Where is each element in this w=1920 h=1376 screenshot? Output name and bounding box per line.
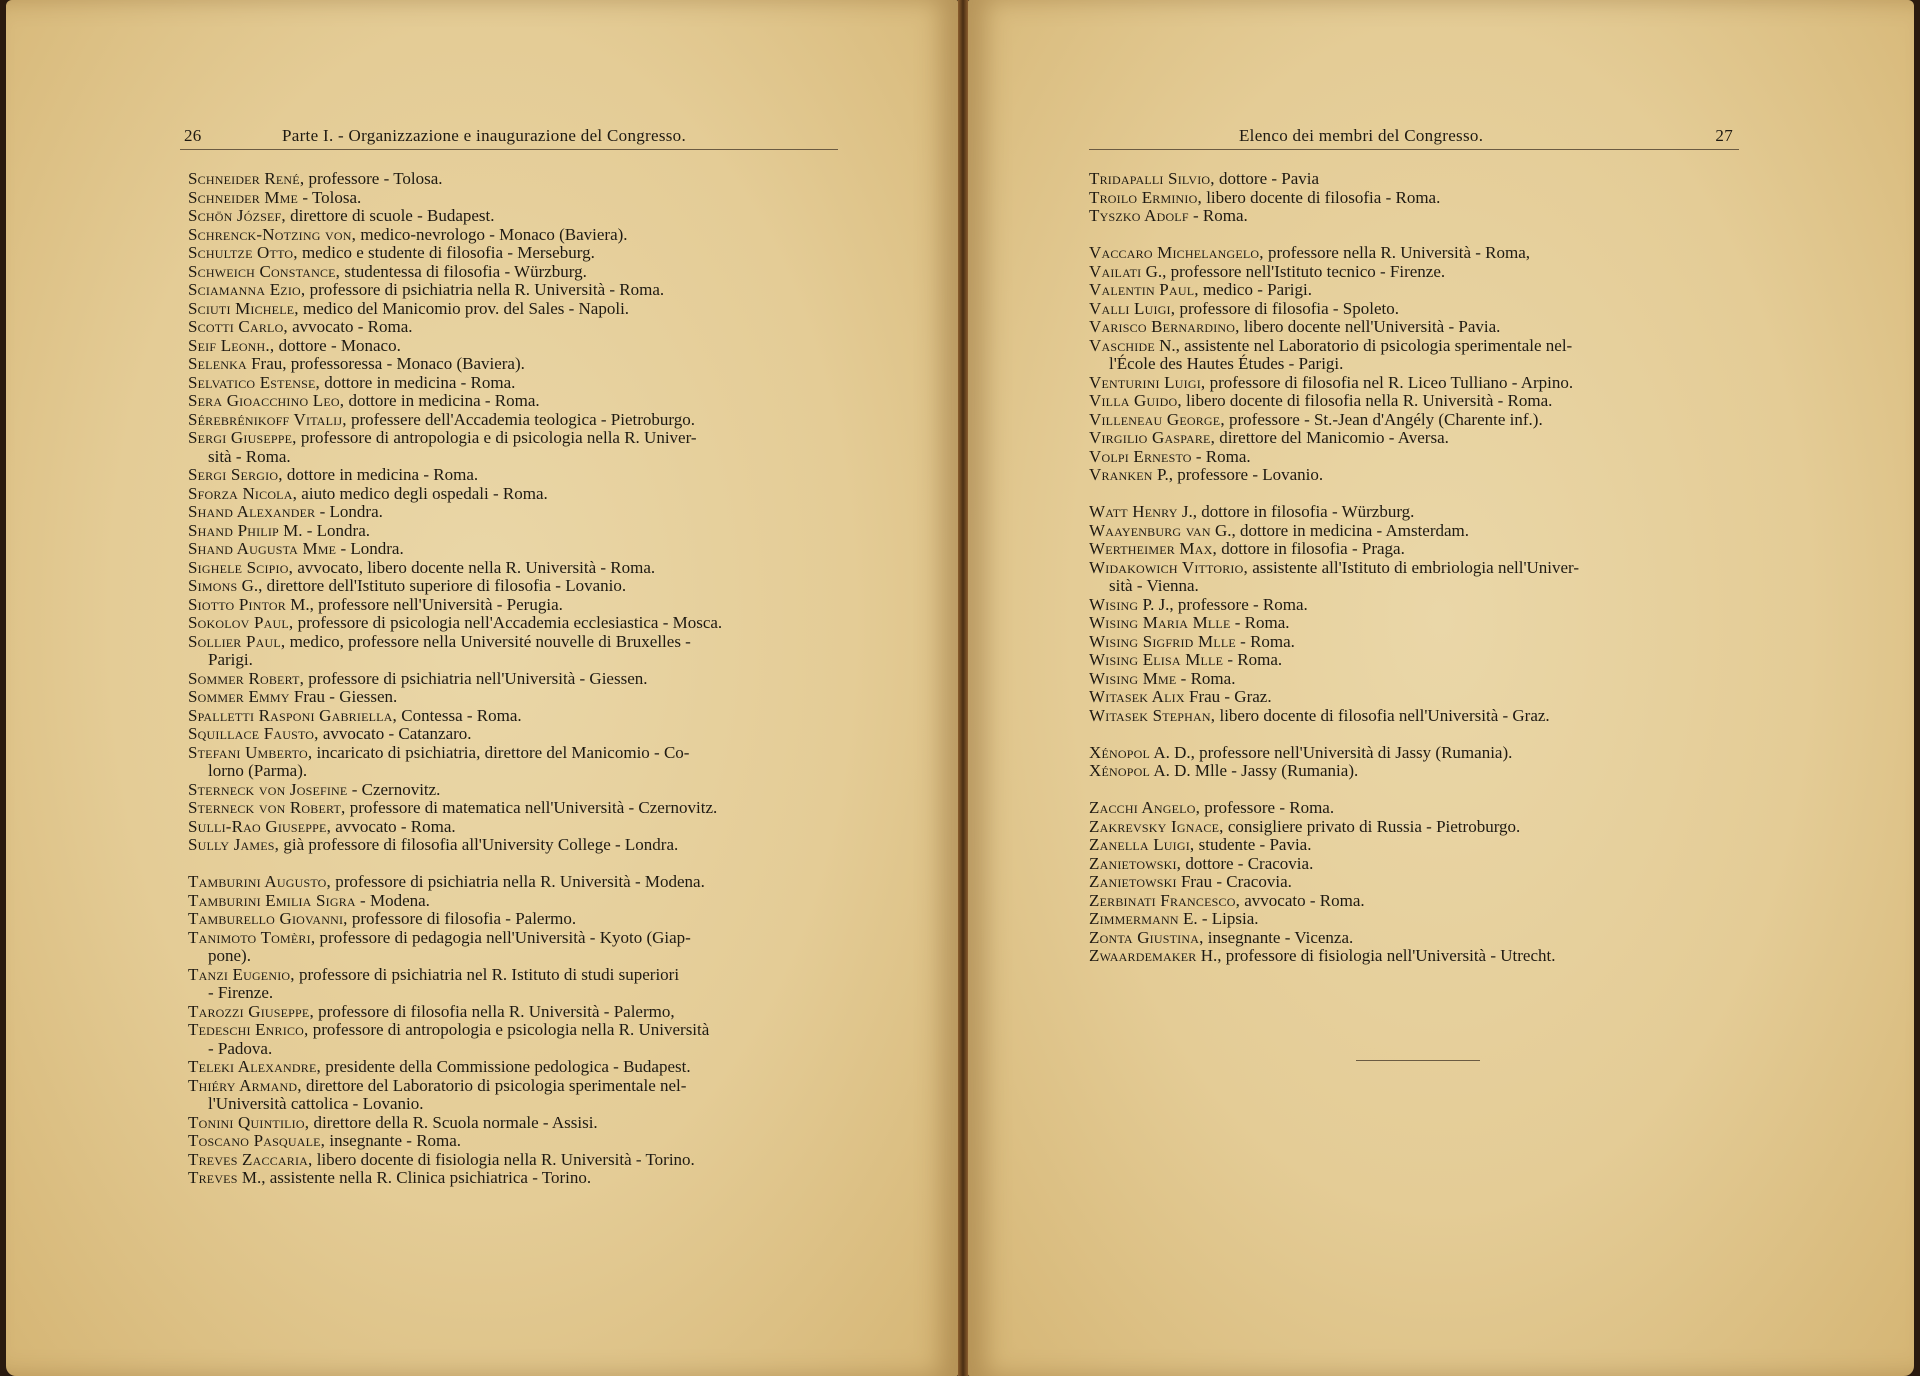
member-description: professore di psichiatria nella R. Università - Roma. xyxy=(305,280,665,299)
member-name: Sollier Paul, xyxy=(188,631,286,651)
member-description: M., professore nell'Università - Perugia. xyxy=(285,594,563,614)
member-entry xyxy=(188,1169,836,1188)
member-entry xyxy=(1089,818,1739,837)
member-entry xyxy=(1089,596,1739,615)
member-entry xyxy=(188,614,836,633)
member-name: Zakrevsky Ignace, xyxy=(1089,816,1224,836)
member-entry xyxy=(188,670,836,689)
member-entry xyxy=(188,337,836,356)
member-name: Treves Zaccaria, xyxy=(188,1149,313,1169)
member-entry xyxy=(188,170,836,189)
member-name: Sokolov Paul, xyxy=(188,613,294,632)
member-entry xyxy=(188,1151,836,1170)
member-description: professore nella R. Università - Roma, xyxy=(1263,243,1531,262)
member-description: libero docente di filosofia - Roma. xyxy=(1201,187,1441,207)
member-description: medico - Parigi. xyxy=(1198,280,1312,299)
member-description: aiuto medico degli ospedali - Roma. xyxy=(297,483,548,503)
member-entry xyxy=(1089,448,1739,467)
member-entry xyxy=(188,892,836,911)
member-description: Frau - Giessen. xyxy=(289,687,398,706)
member-description: H., professore di fisiologia nell'Università - Utrecht. xyxy=(1196,946,1556,965)
member-entry xyxy=(188,263,836,282)
member-description: sità - Vienna. xyxy=(1109,576,1199,595)
member-description: professore di antropologia e psicologia nella R. Università xyxy=(308,1020,710,1039)
member-description: professore - St.-Jean d'Angély (Charente inf.). xyxy=(1224,409,1543,429)
member-name: Valentin Paul, xyxy=(1089,280,1199,299)
member-entry xyxy=(188,1095,836,1114)
member-entry xyxy=(188,984,836,1003)
member-entry xyxy=(188,577,836,596)
member-name: Seif Leonh., xyxy=(188,335,275,355)
member-name: Tonini Quintilio, xyxy=(188,1112,310,1132)
member-description: dottore in medicina - Roma. xyxy=(344,391,540,410)
member-description: incaricato di psichiatria, direttore del Manicomio - Co- xyxy=(312,742,690,762)
member-description: medico, professore nella Université nouvelle di Bruxelles - xyxy=(285,631,691,651)
member-name: Sciamanna Ezio, xyxy=(188,280,306,299)
member-entry xyxy=(188,762,836,781)
member-name: Tanimoto Tomèri, xyxy=(188,927,316,947)
member-description: direttore della R. Scuola normale - Assisi. xyxy=(309,1112,598,1132)
member-name: Wising Mme xyxy=(1089,668,1177,688)
member-description: Parigi. xyxy=(208,650,253,669)
member-description: dottore - Pavia xyxy=(1214,169,1320,188)
member-name: Venturini Luigi, xyxy=(1089,372,1206,392)
member-entry xyxy=(1089,651,1739,670)
member-description: lorno (Parma). xyxy=(208,761,308,780)
member-name: Selenka xyxy=(188,354,247,373)
member-entry xyxy=(1089,855,1739,874)
member-name: Sciuti Michele, xyxy=(188,298,299,318)
member-description: G., professore nell'Istituto tecnico - Firenze. xyxy=(1141,261,1446,281)
member-entry xyxy=(188,836,836,855)
member-name: Zanella Luigi, xyxy=(1089,835,1195,854)
member-description: professore di psicologia nell'Accademia ecclesiastica - Mosca. xyxy=(293,613,723,632)
member-name: Widakowich Vittorio, xyxy=(1089,557,1248,577)
member-description: - Firenze. xyxy=(208,983,274,1002)
left-running-header xyxy=(180,126,838,150)
member-name: Virgilio Gaspare, xyxy=(1089,428,1216,447)
member-name: Shand Alexander xyxy=(188,502,316,521)
member-name: Wising Maria Mlle xyxy=(1089,613,1231,632)
member-description: J., dottore in filosofia - Würzburg. xyxy=(1177,502,1415,521)
member-name: Zimmermann xyxy=(1089,909,1179,928)
member-entry xyxy=(1089,207,1739,226)
member-name: Scotti Carlo, xyxy=(188,317,288,336)
member-name: Vranken xyxy=(1089,465,1153,484)
member-name: Volpi Ernesto xyxy=(1089,446,1192,466)
right-page xyxy=(968,0,1914,1376)
member-description: insegnante - Roma. xyxy=(325,1131,462,1150)
member-description: libero docente di filosofia nella R. Università - Roma. xyxy=(1181,391,1553,410)
member-description: professore di antropologia e di psicologia nella R. Univer- xyxy=(296,428,697,447)
left-header-title: Parte I. - Organizzazione e inaugurazione del Congresso. xyxy=(282,126,687,145)
member-description: direttore del Manicomio - Aversa. xyxy=(1215,428,1449,447)
member-entry xyxy=(1089,929,1739,948)
member-description: - Roma. xyxy=(1235,631,1295,651)
member-name: Shand Philip xyxy=(188,520,279,540)
member-name: Villeneau George, xyxy=(1089,409,1225,429)
member-name: Tanzi Eugenio, xyxy=(188,964,295,984)
member-entry xyxy=(188,429,836,448)
member-entry xyxy=(188,411,836,430)
member-entry xyxy=(1089,799,1739,818)
member-description: M., assistente nella R. Clinica psichiatrica - Torino. xyxy=(237,1168,592,1187)
member-name: Tyszko Adolf xyxy=(1089,206,1189,225)
member-entry xyxy=(188,1114,836,1133)
member-name: Schweich Constance, xyxy=(188,261,341,281)
member-entry xyxy=(188,966,836,985)
member-entry xyxy=(1089,466,1739,485)
member-description: l'École des Hautes Études - Parigi. xyxy=(1109,354,1344,373)
member-name: Valli Luigi, xyxy=(1089,298,1176,318)
member-name: Vaccaro Michelangelo, xyxy=(1089,243,1264,262)
member-description: avvocato - Catanzaro. xyxy=(318,724,472,743)
member-entry xyxy=(188,318,836,337)
member-description: avvocato - Roma. xyxy=(287,317,413,336)
member-description: professore di filosofia - Palermo. xyxy=(347,909,577,928)
member-description: Frau - Cracovia. xyxy=(1176,872,1292,891)
member-name: Stefani Umberto, xyxy=(188,742,313,762)
member-description: l'Università cattolica - Lovanio. xyxy=(208,1094,424,1113)
member-description: G., direttore dell'Istituto superiore di filosofia - Lovanio. xyxy=(237,576,627,595)
member-entry xyxy=(188,281,836,300)
member-description: avvocato - Roma. xyxy=(1240,890,1365,910)
member-name: Zwaardemaker xyxy=(1089,946,1197,965)
member-name: Toscano Pasquale, xyxy=(188,1131,326,1150)
member-entry xyxy=(188,448,836,467)
member-description: - Padova. xyxy=(208,1038,273,1058)
member-description: professore - Tolosa. xyxy=(304,169,443,188)
member-name: Schultze Otto, xyxy=(188,243,298,262)
member-description: - Roma. xyxy=(1230,613,1290,632)
member-description: A. D. Mlle - Jassy (Rumania). xyxy=(1150,761,1359,780)
member-description: consigliere privato di Russia - Pietroburgo. xyxy=(1223,816,1521,836)
member-entry xyxy=(1089,170,1739,189)
member-entry xyxy=(1089,281,1739,300)
member-name: Teleki Alexandre, xyxy=(188,1057,321,1076)
member-name: Xénopol xyxy=(1089,761,1151,780)
left-page-number: 26 xyxy=(184,126,202,145)
member-entry xyxy=(1089,633,1739,652)
member-entry xyxy=(1089,263,1739,282)
member-description: - Roma. xyxy=(1223,650,1283,669)
member-entry xyxy=(1089,744,1739,763)
member-name: Sforza Nicola, xyxy=(188,483,298,503)
member-entry xyxy=(1089,522,1739,541)
member-name: Schön József, xyxy=(188,206,286,225)
member-name: Wertheimer Max, xyxy=(1089,539,1217,558)
member-entry xyxy=(188,1058,836,1077)
member-description: medico-nevrologo - Monaco (Baviera). xyxy=(356,224,628,244)
member-entry xyxy=(1089,670,1739,689)
member-description: medico e studente di filosofia - Merseburg. xyxy=(297,243,595,262)
member-name: Siotto Pintor xyxy=(188,594,286,614)
member-entry xyxy=(188,355,836,374)
member-description: studentessa di filosofia - Würzburg. xyxy=(340,261,587,281)
member-name: Zanietowski, xyxy=(1089,853,1182,873)
member-description: A. D., professore nell'Università di Jassy (Rumania). xyxy=(1150,742,1513,762)
member-entry xyxy=(188,744,836,763)
member-name: Sighele Scipio, xyxy=(188,557,294,577)
member-entry xyxy=(188,207,836,226)
member-name: Zerbinati Francesco, xyxy=(1089,890,1241,910)
member-name: Wising Sigfrid Mlle xyxy=(1089,631,1236,651)
member-entry xyxy=(188,244,836,263)
member-name: Varisco Bernardino, xyxy=(1089,317,1240,336)
member-entry xyxy=(1089,540,1739,559)
member-entry xyxy=(1089,355,1739,374)
member-description: professore di filosofia nella R. Università - Palermo, xyxy=(313,1001,675,1021)
member-entry xyxy=(1089,318,1739,337)
member-name: Troilo Erminio, xyxy=(1089,187,1202,207)
member-name: Vailati xyxy=(1089,261,1142,281)
member-description: avvocato - Roma. xyxy=(331,816,456,836)
member-name: Sommer Robert, xyxy=(188,668,305,688)
member-name: Waayenburg van xyxy=(1089,520,1211,540)
member-entry xyxy=(188,818,836,837)
member-name: Treves xyxy=(188,1168,238,1187)
member-entry xyxy=(188,466,836,485)
member-entry xyxy=(188,522,836,541)
member-description: professore di matematica nell'Università - Czernovitz. xyxy=(345,798,718,817)
member-description: direttore di scuole - Budapest. xyxy=(285,206,495,225)
member-entry xyxy=(188,688,836,707)
member-description: - Roma. xyxy=(1188,206,1248,225)
member-description: professore di filosofia nel R. Liceo Tulliano - Arpino. xyxy=(1205,372,1574,392)
member-name: Spalletti Rasponi Gabriella, xyxy=(188,705,397,725)
member-entry xyxy=(188,540,836,559)
member-name: Tamburello Giovanni, xyxy=(188,909,348,928)
member-entry xyxy=(188,651,836,670)
member-description: - Roma. xyxy=(1191,446,1251,466)
member-entry xyxy=(1089,947,1739,966)
member-entry xyxy=(188,485,836,504)
member-entry xyxy=(1089,762,1739,781)
member-entry xyxy=(188,947,836,966)
member-description: insegnante - Vicenza. xyxy=(1203,927,1354,947)
member-name: Sulli-Rao Giuseppe, xyxy=(188,816,332,836)
member-entry xyxy=(1089,688,1739,707)
member-entry xyxy=(188,707,836,726)
member-description: professore di filosofia - Spoleto. xyxy=(1175,298,1400,318)
right-page-number: 27 xyxy=(1715,126,1733,145)
member-description: - Londra. xyxy=(315,502,383,521)
member-description: dottore in filosofia - Praga. xyxy=(1216,539,1405,558)
member-entry xyxy=(1089,429,1739,448)
member-entry xyxy=(1089,189,1739,208)
member-entry xyxy=(1089,910,1739,929)
member-description: medico del Manicomio prov. del Sales - Napoli. xyxy=(298,298,630,318)
member-description: presidente della Commissione pedologica - Budapest. xyxy=(320,1057,691,1076)
member-name: Schneider René, xyxy=(188,169,305,188)
member-name: Tarozzi Giuseppe, xyxy=(188,1001,314,1021)
member-entry xyxy=(188,559,836,578)
member-description: professore di psichiatria nella R. Università - Modena. xyxy=(330,872,705,891)
member-entry xyxy=(188,910,836,929)
member-description: studente - Pavia. xyxy=(1194,835,1312,854)
member-entry xyxy=(1089,337,1739,356)
member-description: assistente all'Istituto di embriologia nell'Univer- xyxy=(1247,557,1580,577)
member-entry xyxy=(188,781,836,800)
member-entry xyxy=(188,374,836,393)
member-entry xyxy=(188,300,836,319)
member-name: Villa Guido, xyxy=(1089,391,1182,410)
member-name: Shand Augusta Mme xyxy=(188,539,337,558)
member-name: Sergi Giuseppe, xyxy=(188,428,297,447)
member-name: Zacchi Angelo, xyxy=(1089,798,1201,817)
member-name: Wising xyxy=(1089,594,1139,614)
member-description: P. J., professore - Roma. xyxy=(1138,594,1308,614)
book-gutter xyxy=(958,0,968,1376)
member-name: Sommer Emmy xyxy=(188,687,290,706)
member-description: professore di pedagogia nell'Università - Kyoto (Giap- xyxy=(315,927,691,947)
end-rule xyxy=(1356,1060,1480,1061)
member-name: Zanietowski xyxy=(1089,872,1177,891)
member-entry xyxy=(188,929,836,948)
member-entry xyxy=(188,799,836,818)
member-entry xyxy=(1089,503,1739,522)
member-description: E. - Lipsia. xyxy=(1178,909,1259,928)
member-description: dottore in medicina - Roma. xyxy=(319,372,516,392)
member-entry xyxy=(188,1077,836,1096)
right-running-header xyxy=(1089,126,1739,150)
member-entry xyxy=(1089,411,1739,430)
member-description: avvocato, libero docente nella R. Università - Roma. xyxy=(293,557,656,577)
member-name: Selvatico Estense, xyxy=(188,372,320,392)
member-entry xyxy=(1089,614,1739,633)
member-name: Witasek Alix xyxy=(1089,687,1185,706)
member-entry xyxy=(1089,836,1739,855)
member-entry xyxy=(188,226,836,245)
member-name: Vaschide xyxy=(1089,335,1155,355)
member-entry xyxy=(188,1132,836,1151)
member-entry xyxy=(188,392,836,411)
member-description: M. - Londra. xyxy=(278,520,371,540)
member-entry xyxy=(1089,392,1739,411)
member-description: G., dottore in medicina - Amsterdam. xyxy=(1210,520,1470,540)
member-description: - Tolosa. xyxy=(298,187,362,207)
member-name: Sérebrénikoff Vitalij, xyxy=(188,409,347,429)
member-entry xyxy=(1089,577,1739,596)
member-entry xyxy=(188,503,836,522)
member-name: Simons xyxy=(188,576,238,595)
member-entry xyxy=(1089,300,1739,319)
member-description: - Roma. xyxy=(1176,668,1236,688)
member-entry xyxy=(188,1003,836,1022)
member-description: libero docente nell'Università - Pavia. xyxy=(1239,317,1501,336)
member-name: Tamburini Augusto, xyxy=(188,872,331,891)
left-member-list xyxy=(188,170,836,1188)
member-description: P., professore - Lovanio. xyxy=(1152,465,1324,484)
member-entry xyxy=(188,873,836,892)
member-description: dottore - Monaco. xyxy=(274,335,401,355)
right-header-title: Elenco dei membri del Congresso. xyxy=(1239,126,1484,145)
member-name: Sergi Sergio, xyxy=(188,465,283,484)
member-entry xyxy=(188,1040,836,1059)
member-name: Thiéry Armand, xyxy=(188,1075,302,1095)
member-description: pone). xyxy=(208,946,251,965)
member-name: Sterneck von Robert, xyxy=(188,798,346,817)
member-description: N., assistente nel Laboratorio di psicologia sperimentale nel- xyxy=(1154,335,1573,355)
member-name: Xénopol xyxy=(1089,742,1151,762)
member-description: professere dell'Accademia teologica - Pietroburgo. xyxy=(346,409,695,429)
member-description: dottore - Cracovia. xyxy=(1181,853,1314,873)
member-name: Sera Gioacchino Leo, xyxy=(188,391,345,410)
member-entry xyxy=(188,596,836,615)
member-name: Wising Elisa Mlle xyxy=(1089,650,1224,669)
member-entry xyxy=(1089,873,1739,892)
member-entry xyxy=(188,633,836,652)
member-description: professore - Roma. xyxy=(1200,798,1335,817)
member-description: libero docente di fisiologia nella R. Università - Torino. xyxy=(312,1149,695,1169)
member-entry xyxy=(1089,892,1739,911)
member-name: Sterneck von Josefine xyxy=(188,779,348,799)
member-description: Contessa - Roma. xyxy=(396,705,522,725)
member-name: Witasek Stephan, xyxy=(1089,705,1216,725)
member-entry xyxy=(188,189,836,208)
member-entry xyxy=(1089,559,1739,578)
member-entry xyxy=(188,725,836,744)
left-page xyxy=(6,0,958,1376)
member-name: Schrenck-Notzing von, xyxy=(188,224,357,244)
member-name: Schneider Mme xyxy=(188,187,299,207)
member-description: dottore in medicina - Roma. xyxy=(282,465,479,484)
member-entry xyxy=(188,1021,836,1040)
member-description: libero docente di filosofia nell'Università - Graz. xyxy=(1215,705,1550,725)
member-entry xyxy=(1089,244,1739,263)
member-description: Frau - Graz. xyxy=(1184,687,1272,706)
member-entry xyxy=(1089,374,1739,393)
right-member-list xyxy=(1089,170,1739,966)
member-description: professore di psichiatria nel R. Istituto di studi superiori xyxy=(294,964,680,984)
member-name: Tedeschi Enrico, xyxy=(188,1020,309,1039)
member-description: Frau, professoressa - Monaco (Baviera). xyxy=(246,354,525,373)
member-name: Squillace Fausto, xyxy=(188,724,319,743)
member-name: Tamburini Emilia Sigra xyxy=(188,890,356,910)
member-description: - Modena. xyxy=(355,890,430,910)
member-name: Tridapalli Silvio, xyxy=(1089,169,1215,188)
member-description: professore di psichiatria nell'Università - Giessen. xyxy=(304,668,648,688)
member-name: Zonta Giustina, xyxy=(1089,927,1204,947)
member-description: sità - Roma. xyxy=(208,446,291,466)
member-name: Sully James, xyxy=(188,835,280,854)
member-description: - Czernovitz. xyxy=(347,779,441,799)
member-description: - Londra. xyxy=(336,539,404,558)
member-description: già professore di filosofia all'University College - Londra. xyxy=(279,835,679,854)
member-name: Watt Henry xyxy=(1089,502,1178,521)
member-description: direttore del Laboratorio di psicologia sperimentale nel- xyxy=(301,1075,687,1095)
member-entry xyxy=(1089,707,1739,726)
